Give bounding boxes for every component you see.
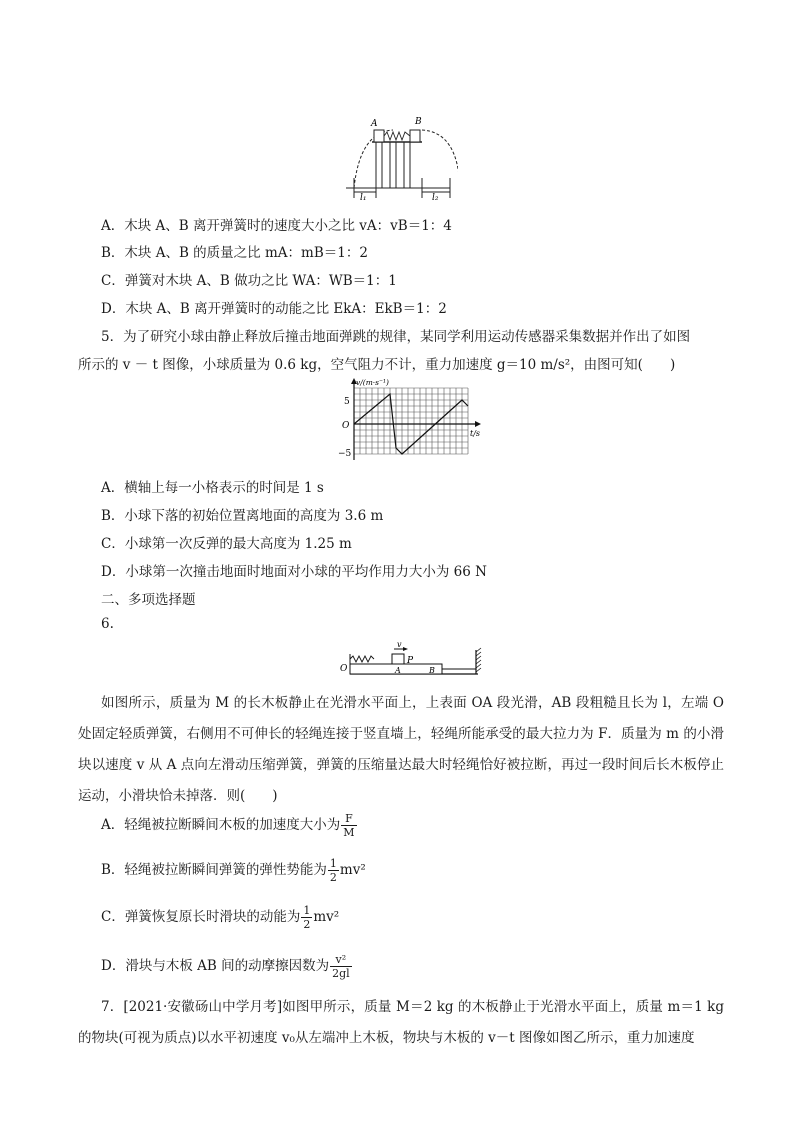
q4-option-b: B．木块 A、B 的质量之比 mA：mB＝1：2 bbox=[101, 245, 368, 261]
q4-label-b: B bbox=[415, 117, 422, 127]
q6-option-b-den: 2 bbox=[329, 871, 337, 884]
q5-option-d: D．小球第一次撞击地面时地面对小球的平均作用力大小为 66 N bbox=[101, 564, 487, 580]
q6-option-c-text: C．弹簧恢复原长时滑块的动能为 bbox=[101, 909, 301, 925]
q6-option-d-den: 2gl bbox=[332, 967, 350, 980]
q6-option-d-frac bbox=[330, 953, 352, 980]
q4-option-d: D．木块 A、B 离开弹簧时的动能之比 EkA：EkB＝1：2 bbox=[101, 301, 447, 317]
q6-label-b: B bbox=[429, 666, 435, 675]
q6-option-b-num: 1 bbox=[329, 857, 337, 870]
q5-tick-neg: −5 bbox=[338, 449, 352, 459]
q6-option-a-num: F bbox=[341, 812, 356, 826]
q6-option-c-den: 2 bbox=[303, 918, 311, 931]
q5-xlabel: t/s bbox=[470, 429, 481, 438]
q4-option-c: C．弹簧对木块 A、B 做功之比 WA：WB＝1：1 bbox=[101, 273, 397, 289]
q4-figure bbox=[338, 112, 458, 202]
q7-stem bbox=[78, 992, 724, 1054]
q5-grid bbox=[354, 388, 468, 454]
q6-label-v: v bbox=[397, 640, 402, 649]
q5-option-a: A．横轴上每一小格表示的时间是 1 s bbox=[101, 480, 324, 496]
q5-option-c: C．小球第一次反弹的最大高度为 1.25 m bbox=[101, 536, 352, 552]
q6-option-a-den: M bbox=[343, 826, 355, 839]
q6-option-a bbox=[101, 812, 358, 839]
q6-label-o: O bbox=[340, 664, 348, 674]
q5-option-b: B．小球下落的初始位置离地面的高度为 3.6 m bbox=[101, 508, 384, 524]
q5-tick-pos: 5 bbox=[344, 397, 350, 407]
q6-option-c-frac bbox=[301, 904, 312, 931]
q6-label-p: P bbox=[407, 656, 414, 666]
q6-option-d-text: D．滑块与木板 AB 间的动摩擦因数为 bbox=[101, 958, 330, 974]
q6-stem-text: 如图所示，质量为 M 的长木板静止在光滑水平面上，上表面 OA 段光滑，AB 段粗糙且长为 l，左端 O 处固定轻质弹簧，右侧用不可伸长的轻绳连接于竖直墙上，轻绳所能承受的最大拉力为 F．质量为 m 的小滑块以速度 v 从 A 点向左滑动压缩弹簧，弹簧的压缩量达最大时轻绳恰好被拉断，再过一段时间后长木板停止运动，小滑块恰未掉落．则( ) bbox=[78, 695, 724, 804]
q6-number: 6. bbox=[101, 616, 114, 632]
q6-option-b-tail: mv² bbox=[339, 862, 366, 878]
q5-graph bbox=[332, 376, 484, 460]
q5-ylabel: v/(m·s⁻¹) bbox=[356, 378, 389, 387]
q6-option-c-num: 1 bbox=[303, 904, 311, 917]
q6-option-b-text: B．轻绳被拉断瞬间弹簧的弹性势能为 bbox=[101, 862, 327, 878]
q4-label-a: A bbox=[371, 119, 378, 129]
q7-stem-text: 7．[2021·安徽砀山中学月考]如图甲所示，质量 M＝2 kg 的木板静止于光滑水平面上，质量 m＝1 kg 的物块(可视为质点)以水平初速度 v₀从左端冲上木板，物块与木板的 v－t 图像如图乙所示，重力加速度 bbox=[78, 999, 724, 1046]
q6-label-a: A bbox=[395, 666, 401, 675]
q4-option-a: A．木块 A、B 离开弹簧时的速度大小之比 vA：vB＝1：4 bbox=[101, 218, 452, 234]
q6-option-c bbox=[101, 904, 339, 931]
q6-figure bbox=[338, 640, 484, 678]
q5-stem-line1: 5．为了研究小球由静止释放后撞击地面弹跳的规律，某同学利用运动传感器采集数据并作出了如图 bbox=[101, 329, 691, 345]
q6-option-b bbox=[101, 857, 366, 884]
q4-label-l2: l₂ bbox=[432, 193, 439, 202]
q6-stem bbox=[78, 688, 724, 812]
q6-option-a-frac bbox=[341, 812, 356, 839]
q4-label-l1: l₁ bbox=[360, 193, 367, 202]
q6-option-c-tail: mv² bbox=[313, 909, 340, 925]
q5-origin: O bbox=[342, 421, 350, 431]
q6-option-b-frac bbox=[328, 857, 339, 884]
q5-stem-line2: 所示的 v － t 图像，小球质量为 0.6 kg，空气阻力不计，重力加速度 g＝10 m/s²，由图可知( ) bbox=[78, 357, 676, 373]
section2-title: 二、多项选择题 bbox=[101, 592, 196, 608]
q6-option-d bbox=[101, 953, 353, 980]
q6-option-a-text: A．轻绳被拉断瞬间木板的加速度大小为 bbox=[101, 817, 341, 833]
q6-option-d-num: v² bbox=[330, 953, 352, 967]
